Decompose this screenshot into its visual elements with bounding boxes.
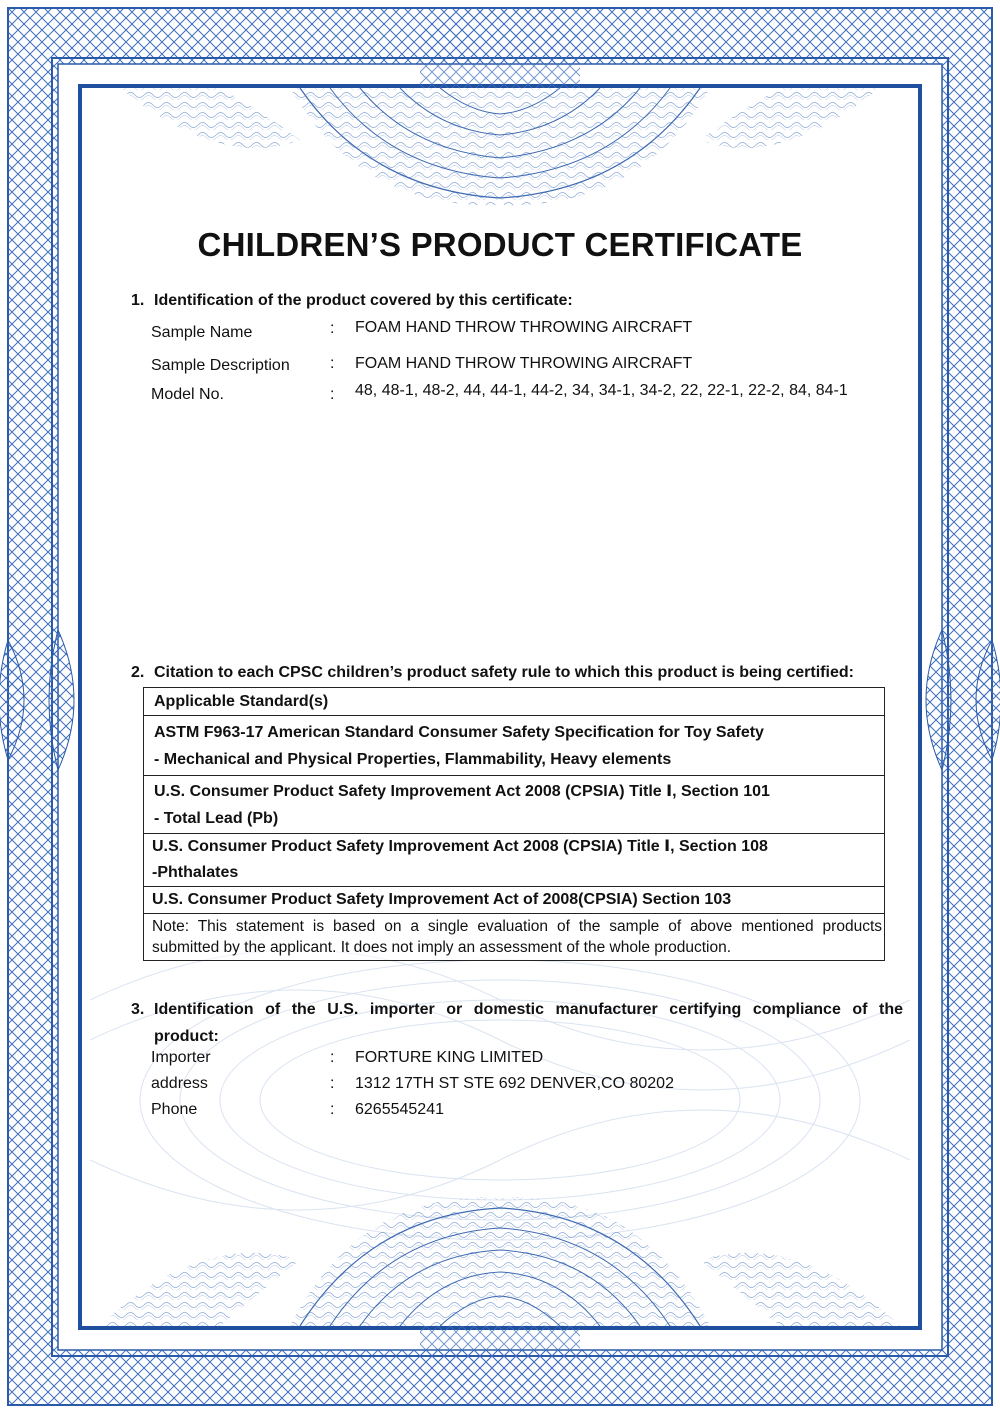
standard-cpsia-108 — [144, 834, 885, 887]
sample-name-colon: : — [330, 320, 335, 337]
standard-cpsia-108-line2: -Phthalates — [152, 864, 239, 881]
standard-cpsia-101-line1: U.S. Consumer Product Safety Improvement Act 2008 (CPSIA) Title Ⅰ, Section 101 — [154, 783, 770, 800]
address-label: address — [151, 1075, 208, 1092]
section1-heading-text: Identification of the product covered by this certificate: — [154, 292, 573, 309]
sample-description-value: FOAM HAND THROW THROWING AIRCRAFT — [355, 355, 693, 372]
certificate-title: CHILDREN’S PRODUCT CERTIFICATE — [197, 226, 803, 263]
importer-label: Importer — [151, 1049, 211, 1066]
model-no-value: 48, 48-1, 48-2, 44, 44-1, 44-2, 34, 34-1, 34-2, 22, 22-1, 22-2, 84, 84-1 — [355, 382, 848, 399]
standards-table — [143, 687, 885, 961]
importer-colon: : — [330, 1049, 335, 1066]
section3-heading — [131, 996, 903, 1050]
section3-heading-line1: Identification of the U.S. importer or domestic manufacturer certifying compliance of the — [154, 1001, 903, 1018]
section2-heading-text: Citation to each CPSC children’s product safety rule to which this product is being certified: — [154, 664, 854, 681]
sample-description-label: Sample Description — [151, 357, 290, 374]
phone-value: 6265545241 — [355, 1101, 444, 1118]
standard-cpsia-101-line2: - Total Lead (Pb) — [154, 810, 279, 827]
standard-astm-line1: ASTM F963-17 American Standard Consumer Safety Specification for Toy Safety — [154, 724, 764, 741]
section1-heading — [131, 292, 573, 310]
table-row — [144, 887, 885, 914]
address-value: 1312 17TH ST STE 692 DENVER,CO 80202 — [355, 1075, 674, 1092]
model-no-label: Model No. — [151, 386, 224, 403]
standard-astm-line2: - Mechanical and Physical Properties, Flammability, Heavy elements — [154, 751, 672, 768]
section2-heading — [131, 664, 854, 682]
section2-number: 2. — [131, 664, 145, 681]
table-row — [144, 914, 885, 961]
sample-description-colon: : — [330, 355, 335, 372]
table-row — [144, 776, 885, 834]
note: Note: This statement is based on a single evaluation of the sample of above mentioned products submitted by the applicant. It does not imply an assessment of the whole production. — [144, 914, 885, 961]
section1-number: 1. — [131, 292, 145, 309]
standard-cpsia-108-line1: U.S. Consumer Product Safety Improvement Act 2008 (CPSIA) Title Ⅰ, Section 108 — [152, 838, 768, 855]
model-no-colon: : — [330, 386, 335, 403]
address-colon: : — [330, 1075, 335, 1092]
phone-colon: : — [330, 1101, 335, 1118]
standard-cpsia-101 — [144, 776, 885, 834]
table-row — [144, 716, 885, 776]
section3-number: 3. — [131, 1001, 145, 1018]
table-header: Applicable Standard(s) — [144, 688, 885, 716]
importer-value: FORTURE KING LIMITED — [355, 1049, 544, 1066]
standard-cpsia-103: U.S. Consumer Product Safety Improvement Act of 2008(CPSIA) Section 103 — [144, 887, 885, 914]
table-row — [144, 834, 885, 887]
sample-name-value: FOAM HAND THROW THROWING AIRCRAFT — [355, 319, 693, 336]
standard-astm — [144, 716, 885, 776]
phone-label: Phone — [151, 1101, 198, 1118]
section3-heading-line2: product: — [154, 1028, 219, 1045]
sample-name-label: Sample Name — [151, 324, 253, 341]
table-header-row — [144, 688, 885, 716]
